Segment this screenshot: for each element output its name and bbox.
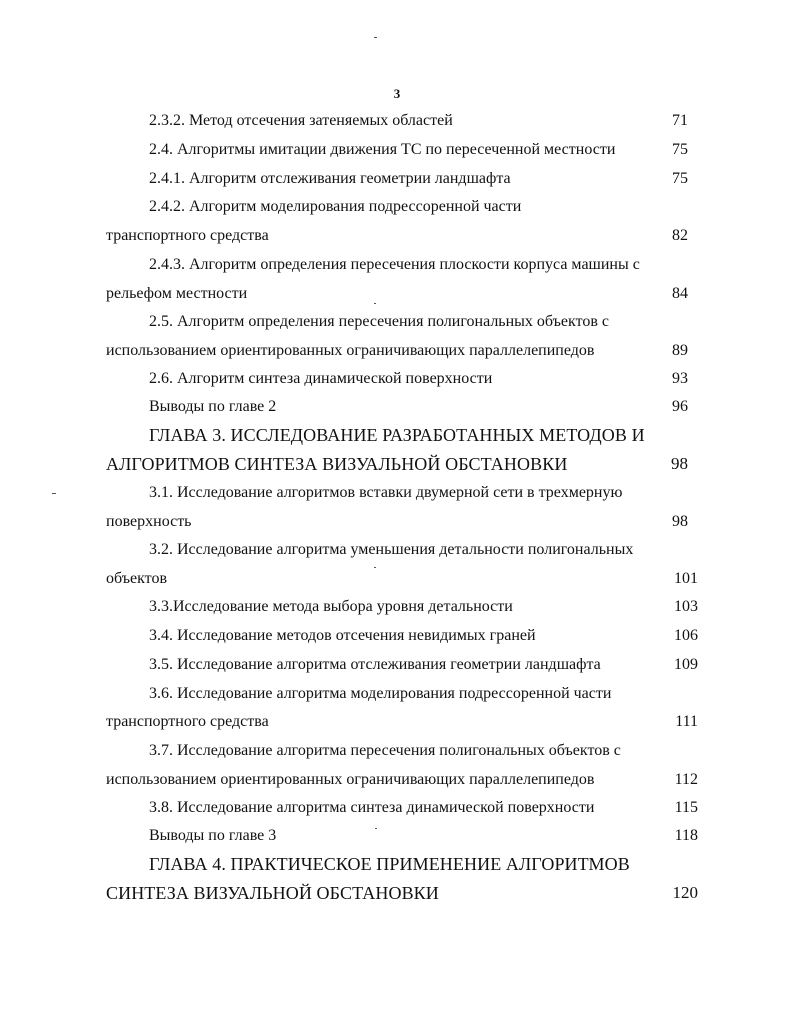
toc-entry-2-5: 2.5. Алгоритм определения пересечения полигональных объектов с [149, 313, 610, 330]
toc-entry-conclusions-ch3: Выводы по главе 3 [149, 827, 277, 844]
toc-entry-3-1-continuation: поверхность [106, 513, 192, 530]
toc-page-number: 75 [672, 170, 688, 187]
toc-entry-2-4-3: 2.4.3. Алгоритм определения пересечения плоскости корпуса машины с [149, 256, 640, 273]
toc-chapter-3-heading: ГЛАВА 3. ИССЛЕДОВАНИЕ РАЗРАБОТАННЫХ МЕТОДОВ И [149, 425, 645, 445]
toc-page-number: 98 [671, 454, 688, 473]
toc-page-number: 109 [674, 656, 698, 673]
toc-page-number: 101 [674, 570, 698, 587]
toc-page-number: 98 [672, 513, 688, 530]
toc-page-number: 82 [672, 227, 688, 244]
toc-page-number: 112 [674, 771, 698, 788]
toc-entry-3-8: 3.8. Исследование алгоритма синтеза динамической поверхности [149, 799, 595, 816]
toc-page-number: 89 [672, 342, 688, 359]
toc-entry-conclusions-ch2: Выводы по главе 2 [149, 398, 277, 415]
toc-page-number: 120 [672, 883, 698, 902]
toc-page-number: 115 [674, 799, 698, 816]
toc-entry-2-6: 2.6. Алгоритм синтеза динамической поверхности [149, 370, 493, 387]
toc-entry-2-4-2-continuation: транспортного средства [106, 227, 269, 244]
toc-entry-3-1: 3.1. Исследование алгоритмов вставки двумерной сети в трехмерную [149, 484, 623, 501]
toc-entry-2-3-2: 2.3.2. Метод отсечения затеняемых областей [149, 112, 453, 129]
toc-entry-3-5: 3.5. Исследование алгоритма отслеживания геометрии ландшафта [149, 656, 601, 673]
toc-entry-3-3: 3.3.Исследование метода выбора уровня детальности [149, 598, 513, 615]
toc-page-number: 118 [674, 827, 698, 844]
toc-entry-2-4-2: 2.4.2. Алгоритм моделирования подрессоренной части [149, 198, 522, 215]
toc-entry-3-6-continuation: транспортного средства [106, 713, 269, 730]
page-number: 3 [393, 86, 401, 101]
toc-entry-3-7-continuation: использованием ориентированных ограничивающих параллелепипедов [106, 771, 595, 788]
toc-entry-2-4-1: 2.4.1. Алгоритм отслеживания геометрии ландшафта [149, 170, 511, 187]
toc-entry-3-4: 3.4. Исследование методов отсечения невидимых граней [149, 627, 536, 644]
toc-chapter-4-heading-continuation: СИНТЕЗА ВИЗУАЛЬНОЙ ОБСТАНОВКИ [106, 883, 439, 903]
toc-entry-3-6: 3.6. Исследование алгоритма моделирования подрессоренной части [149, 685, 612, 702]
toc-entry-2-4: 2.4. Алгоритмы имитации движения ТС по пересеченной местности [149, 141, 616, 158]
toc-page-number: 84 [672, 285, 688, 302]
toc-page-number: 93 [672, 370, 688, 387]
toc-page-number: 96 [672, 398, 688, 415]
toc-entry-3-2-continuation: объектов [106, 570, 168, 587]
toc-page-number: 71 [672, 112, 688, 129]
toc-chapter-4-heading: ГЛАВА 4. ПРАКТИЧЕСКОЕ ПРИМЕНЕНИЕ АЛГОРИТМОВ [149, 854, 630, 874]
toc-chapter-3-heading-continuation: АЛГОРИТМОВ СИНТЕЗА ВИЗУАЛЬНОЙ ОБСТАНОВКИ [106, 454, 568, 474]
toc-entry-3-2: 3.2. Исследование алгоритма уменьшения детальности полигональных [149, 541, 634, 558]
toc-page-number: 75 [672, 141, 688, 158]
toc-entry-2-4-3-continuation: рельефом местности [106, 285, 248, 302]
toc-page-number: 103 [674, 598, 698, 615]
toc-entry-2-5-continuation: использованием ориентированных ограничивающих параллелепипедов [106, 342, 595, 359]
toc-page-number: 106 [674, 627, 698, 644]
toc-entry-3-7: 3.7. Исследование алгоритма пересечения полигональных объектов с [149, 742, 621, 759]
toc-page-number: 111 [675, 713, 698, 730]
